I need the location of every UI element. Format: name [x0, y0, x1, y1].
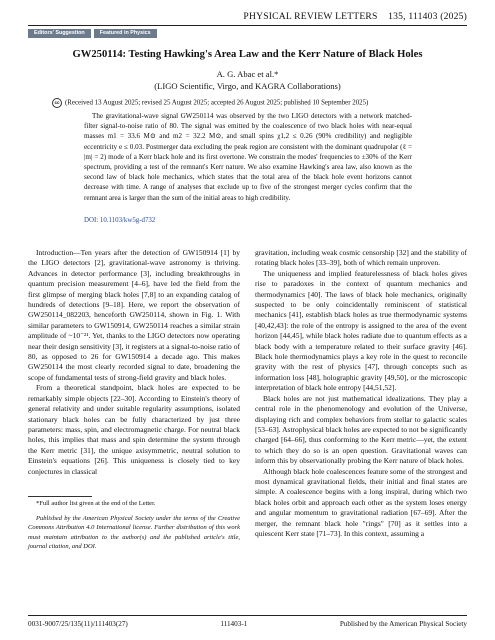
- dates-text: (Received 13 August 2025; revised 25 August 2025; accepted 26 August 2025; published 10 September 2025): [65, 99, 369, 107]
- doi: [84, 217, 155, 224]
- editors-suggestion-badge[interactable]: Editors' Suggestion: [28, 29, 91, 38]
- right-paragraph-1: gravitation, including weak cosmic censorship [32] and the stability of rotating black holes [33–39], both of which remain unproven.: [255, 248, 467, 268]
- featured-in-physics-badge[interactable]: Featured in Physics: [94, 29, 157, 38]
- footnote-rule: [28, 496, 92, 497]
- open-access-icon: cc: [52, 98, 62, 108]
- abstract: The gravitational-wave signal GW250114 was observed by the two LIGO detectors with a network matched-filter signal-to-noise ratio of 80. The signal was emitted by the coalescence of two black holes with near-equal masses m1 = 33.6 M⊙ and m2 = 32.2 M⊙, and small spins χ1,2 ≤ 0.26 (90% credibility) and negligible eccentricity e ≤ 0.03. Postmerger data excluding the peak region are consistent with the dominant quadrupolar (ℓ = |m| = 2) mode of a Kerr black hole and its first overtone. We constrain the modes' frequencies to ±30% of the Kerr spectrum, providing a test of the remnant's Kerr nature. We also examine Hawking's area law, also known as the second law of black hole mechanics, which states that the total area of the black hole event horizons cannot decrease with time. A range of analyses that exclude up to five of the strongest merger cycles confirm that the remnant area is larger than the sum of the initial areas to high credibility.: [84, 112, 412, 202]
- right-paragraph-4: Although black hole coalescences feature some of the strongest and most dynamical gravitational fields, their initial and final states are simple. A coalescence begins with a long inspiral, during which two black holes orbit and approach each other as the system loses energy and angular momentum to gravitational radiation [67–69]. After the merger, the remnant black hole "rings" [70] as it settles into a quiescent Kerr state [71–73]. In this context, assuming a: [255, 466, 467, 538]
- intro-paragraph: Introduction—Ten years after the detection of GW150914 [1] by the LIGO detectors [2], gravitational-wave astronomy is thriving. Advances in detector performance [3], including breakthroughs in quantum precision measurement [4–6], have led the field from the first glimpse of merging black holes [7,8] to an expanding catalog of hundreds of detections [9–18]. Here, we report the observation of GW250114_082203, henceforth GW250114, shown in Fig. 1. With similar parameters to GW150914, GW250114 reaches a similar strain amplitude of ~10⁻²¹. Yet, thanks to the LIGO detectors now operating near their design sensitivity [3], it registers at a signal-to-noise ratio of 80, as opposed to 26 for GW150914 a decade ago. This makes GW250114 the most clearly recorded signal to date, broadening the scope of fundamental tests of strong-field gravity and black holes.: [28, 248, 240, 382]
- footer-publisher: Published by the American Physical Society: [339, 620, 467, 628]
- theory-paragraph: From a theoretical standpoint, black holes are expected to be remarkably simple objects [22–30]. According to Einstein's theory of general relativity and under suitable regularity assumptions, isolated stationary black holes can be fully characterized by just three parameters: mass, spin, and electromagnetic charge. For neutral black holes, this implies that mass and spin determine the system through the Kerr metric [31], the unique axisymmetric, neutral solution to Einstein's equations [26]. This uniqueness is closely tied to key conjectures in classical: [28, 383, 240, 476]
- page-number: 111403-1: [220, 620, 248, 628]
- right-column: [255, 248, 467, 539]
- paper-title: GW250114: Testing Hawking's Area Law and the Kerr Nature of Black Holes: [72, 49, 423, 60]
- footer-issn: 0031-9007/25/135(11)/111403(27): [28, 620, 128, 628]
- publication-dates: [52, 98, 443, 108]
- footer-rule: [28, 615, 467, 616]
- badge-row: [28, 29, 157, 38]
- author-footnote: *Full author list given at the end of the Letter.: [36, 500, 156, 507]
- journal-name: PHYSICAL REVIEW LETTERS: [243, 11, 378, 22]
- running-header: [60, 11, 467, 22]
- header-rule: [28, 25, 467, 26]
- page-footer: [28, 620, 467, 628]
- left-column: [28, 248, 240, 477]
- doi-link[interactable]: DOI: 10.1103/kw5g-d732: [84, 217, 156, 224]
- author-line[interactable]: A. G. Abac et al.*: [216, 69, 279, 79]
- license-footnote: Published by the American Physical Society under the terms of the Creative Commons Attribution 4.0 International license. Further distribution of this work must maintain attribution to the author(s) and the published article's title, journal citation, and DOI.: [28, 515, 240, 551]
- affiliation: (LIGO Scientific, Virgo, and KAGRA Collaborations): [154, 81, 341, 91]
- journal-citation: 135, 111403 (2025): [388, 11, 467, 22]
- right-paragraph-2: The uniqueness and implied featurelessness of black holes gives rise to paradoxes in the context of quantum mechanics and thermodynamics [40]. The laws of black hole mechanics, originally suspected to be only coincidentally reminiscent of statistical mechanics [41], establish black holes as true thermodynamic systems [40,42,43]: the role of the entropy is assigned to the area of the event horizon [44,45], while black holes radiate due to quantum effects as a black body with a temperature related to their surface gravity [46]. Black hole thermodynamics plays a key role in the quest to reconcile gravity with the rest of physics [47], through concepts such as information loss [48], holographic gravity [49,50], or the microscopic interpretation of black hole entropy [44,51,52].: [255, 268, 467, 393]
- right-paragraph-3: Black holes are not just mathematical idealizations. They play a central role in the phenomenology and evolution of the Universe, displaying rich and complex behaviors from stellar to galactic scales [53–63]. Astrophysical black holes are expected to not be significantly charged [64–66], thus conforming to the Kerr metric—yet, the extent to which they do so is an open question. Gravitational waves can inform this by observationally probing the Kerr nature of black holes.: [255, 393, 467, 466]
